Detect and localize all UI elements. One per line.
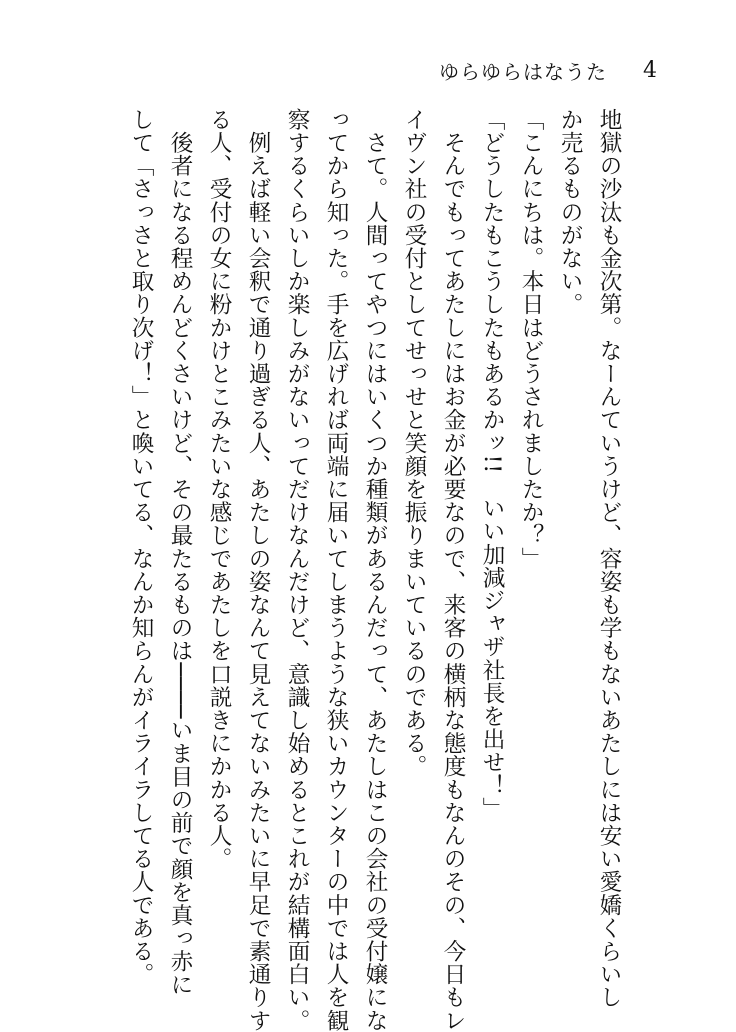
text-line: 例えば軽い会釈で通り過ぎる人、あたしの姿なんて見えてないみたいに早足で素通りす: [245, 108, 271, 1032]
text-line: ってから知った。手を広げれば両端に届いてしまうような狭いカウンターの中では人を観: [323, 108, 349, 1032]
page-number: 4: [643, 57, 658, 83]
text-line: イヴン社の受付としてせっせと笑顔を振りまいているのである。: [401, 108, 427, 778]
vertical-text-body: [128, 108, 628, 1032]
book-title: ゆらゆらはなうた: [439, 59, 607, 84]
text-line: そんでもってあたしにはお金が必要なので、来客の横柄な態度もなんのその、今日もレ: [440, 108, 466, 1032]
text-line: 後者になる程めんどくさいけど、その最たるものは────いま目の前で顔を真っ赤に: [167, 108, 193, 997]
text-line: か売るものがない。: [557, 108, 583, 316]
text-line: る人、受付の女に粉かけとこみたいな感じであたしを口説きにかかる人。: [206, 108, 232, 871]
text-line: 「どうしたもこうしたもあるかッ!! いい加減ジャザ社長を出せ！」: [479, 108, 505, 821]
text-line: 察するくらいしか楽しみがないってだけなんだけど、意識し始めるとこれが結構面白い。: [284, 108, 310, 1032]
text-line: 「こんにちは。本日はどうされましたか？」: [518, 108, 544, 570]
text-line: 地獄の沙汰も金次第。なーんていうけど、容姿も学もないあたしには安い愛嬌くらいし: [596, 108, 622, 1009]
text-line: して「さっさと取り次げ！」と喚いてる、なんか知らんがイライラしてる人である。: [128, 108, 154, 986]
text-line: さて。人間ってやつにはいくつか種類があるんだって、あたしはこの会社の受付嬢にな: [362, 108, 388, 1032]
running-header: [439, 54, 658, 86]
